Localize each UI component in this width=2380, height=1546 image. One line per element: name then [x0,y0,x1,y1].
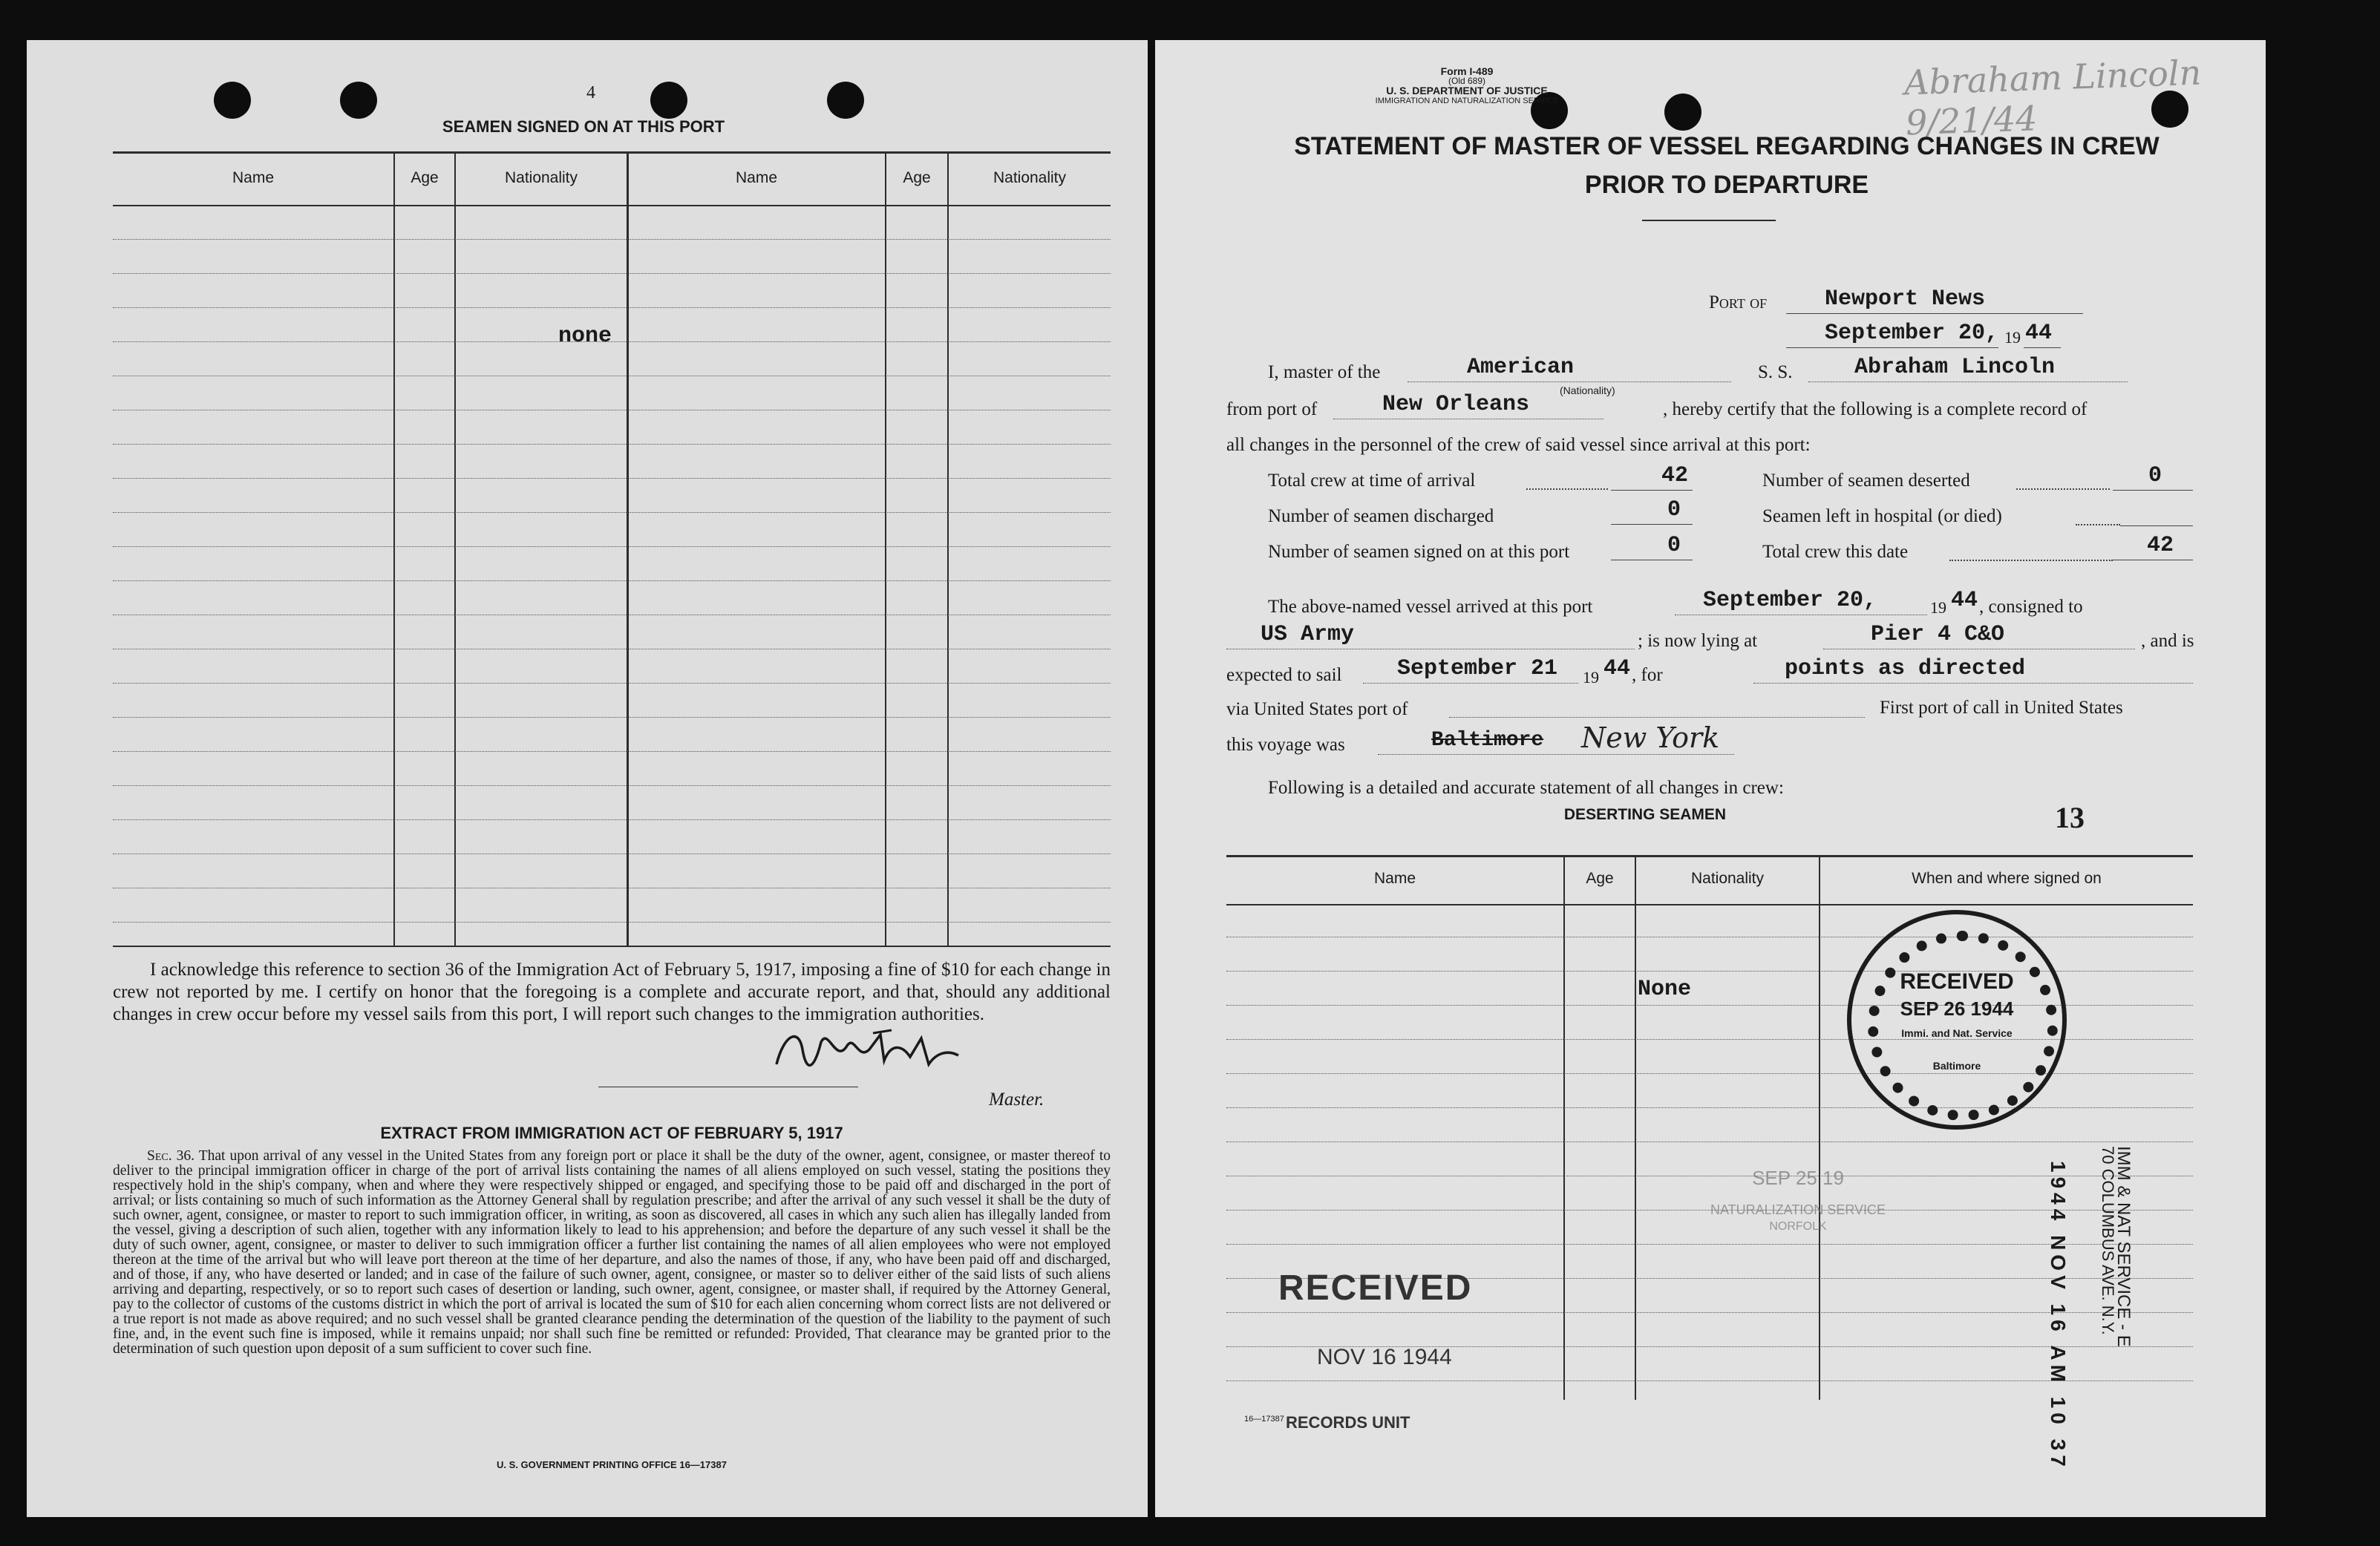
col-header-age-2: Age [903,169,931,186]
all-changes-text: all changes in the personnel of the crew of said vessel since arrival at this port: [1226,435,1811,455]
from-port-label: from port of [1226,399,1318,419]
certify-text: , hereby certify that the following is a complete record of [1663,399,2088,419]
from-port-value: New Orleans [1382,392,1530,417]
for-label: , for [1632,665,1663,685]
baltimore-received-stamp [1847,910,2067,1130]
vessel-name: Abraham Lincoln [1854,355,2056,380]
total-crew-date-label: Total crew this date [1762,542,1909,562]
faint-service-stamp: NATURALIZATION SERVICE [1710,1202,1886,1217]
first-port-label: First port of call in United States [1880,698,2123,718]
col-header-nationality: Nationality [1690,870,1765,887]
service: IMMIGRATION AND NATURALIZATION SERVICE [1375,96,1559,105]
received-stamp: RECEIVED [1278,1268,1473,1308]
lying-at-value: Pier 4 C&O [1871,622,2005,647]
punch-hole [340,82,377,119]
col-header-nationality: Nationality [504,169,578,186]
punch-hole [827,82,864,119]
none-entry: None [1638,977,1692,1002]
deserted-label: Number of seamen deserted [1762,471,1970,491]
col-header-age: Age [411,169,439,186]
total-crew-date-value: 42 [2147,533,2174,558]
sail-year-value: 44 [1603,656,1631,681]
vertical-time-stamp: 1944 NOV 16 AM 10 37 [2047,1161,2070,1471]
acknowledgement-text: I acknowledge this reference to section 36 of the Immigration Act of February 5, 1917, imposing a fine of $10 for each change in crew not reported by me. I certify on honor that the foregoing is a complete and accurate report, and that, should any additional changes in crew occur before my vessel sails from this port, I will report such changes to the immigration authorities. [113,960,1111,1024]
consignee-value: US Army [1261,622,1355,647]
arrived-date: September 20, [1703,588,1877,613]
form-number: Form I-489 [1440,65,1494,77]
sail-year-prefix: 19 [1583,668,1599,687]
stamp-date-text: SEP 26 1944 [1900,998,2014,1020]
col-header-name: Name [1373,870,1416,887]
nationality-caption: (Nationality) [1560,384,1615,396]
punch-hole [214,82,251,119]
extract-title: EXTRACT FROM IMMIGRATION ACT OF FEBRUARY 5, 1917 [380,1124,843,1142]
total-crew-arrival-value: 42 [1661,463,1689,488]
col-header-nationality-2: Nationality [993,169,1067,186]
old-number: (Old 689) [1448,76,1486,86]
corner-handwriting: Abraham Lincoln 9/21/44 [1903,52,2202,143]
col-header-name-2: Name [735,169,778,186]
punch-hole [1664,94,1701,131]
col-header-age: Age [1586,870,1614,887]
following-text: Following is a detailed and accurate statement of all changes in crew: [1268,778,1784,798]
deserting-title: DESERTING SEAMEN [1563,806,1727,823]
this-voyage-label: this voyage was [1226,735,1345,755]
consigned-label: , consigned to [1979,597,2083,617]
signed-on-label: Number of seamen signed on at this port [1268,542,1570,562]
discharged-label: Number of seamen discharged [1268,506,1494,526]
punch-hole [650,82,687,119]
master-signature [762,1020,999,1079]
year-value: 44 [2025,321,2053,346]
vertical-address-stamp: 70 COLUMBUS AVE. N.Y. [2099,1146,2117,1335]
nationality-value: American [1467,355,1575,380]
faint-date-stamp: SEP 25 19 [1752,1167,1844,1189]
stamp-city-text: Baltimore [1932,1060,1981,1072]
discharged-value: 0 [1667,497,1681,523]
master-label: Master. [989,1090,1044,1110]
port-value: Newport News [1825,286,1986,312]
lying-label: ; is now lying at [1638,631,1758,651]
page-number: 4 [586,83,595,102]
department: U. S. DEPARTMENT OF JUSTICE [1386,85,1548,96]
year-prefix: 19 [2004,328,2021,347]
via-label: via United States port of [1226,699,1408,719]
records-unit-stamp: RECORDS UNIT [1286,1413,1410,1432]
ss-label: S. S. [1758,362,1793,382]
form-title-line2: PRIOR TO DEPARTURE [1584,171,1869,199]
and-is-label: , and is [2141,631,2194,651]
expected-label: expected to sail [1226,665,1342,685]
vertical-service-stamp: IMM & NAT SERVICE - E [2113,1146,2134,1347]
total-crew-arrival-label: Total crew at time of arrival [1268,471,1476,491]
form-title-line1: STATEMENT OF MASTER OF VESSEL REGARDING CHANGES IN CREW [1294,132,2160,160]
voyage-struck: Baltimore [1431,729,1544,752]
left-page [27,40,1148,1517]
port-label: Port of [1709,292,1768,312]
none-entry: none [558,324,612,349]
signed-on-value: 0 [1667,533,1681,558]
right-page [1155,40,2266,1517]
arrived-year-prefix: 19 [1930,598,1946,617]
voyage-handwritten: New York [1581,721,1720,754]
arrived-label: The above-named vessel arrived at this port [1268,597,1593,617]
sail-date-value: September 21 [1397,656,1558,681]
faint-city-stamp: NORFOLK [1769,1220,1827,1233]
seamen-signed-table [113,151,1111,946]
date-value: September 20, [1825,321,1999,346]
extract-body [113,1149,1111,1357]
page-number-13: 13 [2055,801,2085,834]
bottom-code: 16—17387 [1244,1415,1284,1424]
sec-label: Sec. 36. [147,1148,195,1164]
received-date-stamp: NOV 16 1944 [1317,1345,1452,1369]
destination-value: points as directed [1785,656,2026,681]
stamp-service-text: Immi. and Nat. Service [1901,1027,2013,1039]
col-header-name: Name [232,169,275,186]
col-header-signed-on: When and where signed on [1912,870,2102,887]
printing-office: U. S. GOVERNMENT PRINTING OFFICE 16—17387 [497,1459,727,1470]
master-of-the-label: I, master of the [1268,362,1381,382]
arrived-year: 44 [1951,588,1978,613]
stamp-received-text: RECEIVED [1900,969,2014,994]
section-title: SEAMEN SIGNED ON AT THIS PORT [442,117,725,136]
deserted-value: 0 [2148,463,2162,488]
hospital-label: Seamen left in hospital (or died) [1762,506,2002,526]
extract-text: That upon arrival of any vessel in the United States from any foreign port or place it shall be the duty of the owner, agent, consignee, or master thereof to deliver to the principal immigration officer in charge of the port of arrival lists containing the names of all aliens employed on such vessel, stating the positions they respectively hold in the ship's company, when and where they were respectively shipped or engaged, and specifying those to be paid off and discharged in the port of arrival; or lists containing so much of such information as the Attorney General shall by regulation prescribe; and after the arrival of any such vessel it shall be the duty of such owner, agent, consignee, or master to report to such immigration officer, in writing, as soon as discovered, all cases in which any such alien has illegally landed from the vessel, giving a description of such alien, together with any information likely to lead to his apprehension; and before the departure of any such vessel it shall be the duty of such owner, agent, consignee, or master to deliver to such immigration officer a further list containing the names of all alien employees who were not employed thereon at the time of the arrival but who will leave port thereon at the time of her departure, and also the names of those, if any, who have been paid off and discharged, and of those, if any, who have deserted or landed; and in case of the failure of such owner, agent, consignee, or master so to deliver either of the said lists of such aliens arriving and departing, respectively, or so to report such cases of desertion or landing, such owner, agent, consignee, or master shall, if required by the Attorney General, pay to the collector of customs of the customs district in which the port of arrival is located the sum of $10 for each alien concerning whom correct lists are not delivered or a true report is not made as above required; and no such vessel shall be granted clearance pending the determination of the question of the liability to the payment of such fine, and, in the event such fine is imposed, while it remains unpaid; nor shall such fine be remitted or refunded: Provided, That clearance may be granted prior to the determination of such question upon deposit of a sum sufficient to cover such fine. [113,1148,1111,1357]
